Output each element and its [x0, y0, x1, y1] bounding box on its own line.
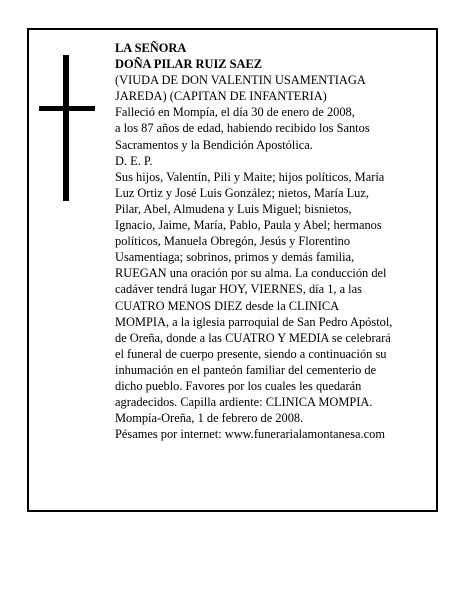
body-line: inhumación en el panteón familiar del cementerio de: [115, 362, 377, 377]
body-line: el funeral de cuerpo presente, siendo a continuación su: [115, 346, 387, 361]
deceased-name: DOÑA PILAR RUIZ SAEZ: [115, 57, 262, 72]
body-line: de Oreña, donde a las CUATRO Y MEDIA se celebrará: [115, 330, 391, 345]
body-line: Sus hijos, Valentín, Pili y Maite; hijos políticos, María: [115, 169, 385, 184]
date-line: Mompía-Oreña, 1 de febrero de 2008.: [115, 411, 304, 426]
condolences-line: Pésames por internet: www.funerarialamontanesa.com: [115, 427, 385, 442]
death-line: Falleció en Mompía, el día 30 de enero de 2008,: [115, 105, 355, 120]
family-and-service-details: [115, 169, 433, 443]
body-line: Pilar, Abel, Almudena y Luis Miguel; bisnietos,: [115, 201, 352, 216]
cross-vertical-bar: [63, 55, 69, 201]
body-line: Usamentiaga; sobrinos, primos y demás familia,: [115, 250, 355, 265]
body-line: Ignacio, Jaime, María, Pablo, Paula y Abel; hermanos: [115, 218, 382, 233]
subtitle-line-1: (VIUDA DE DON VALENTIN USAMENTIAGA: [115, 73, 366, 88]
death-details: [115, 104, 433, 152]
obituary-notice: [27, 28, 438, 512]
obituary-text: [115, 40, 433, 442]
body-line: cadáver tendrá lugar HOY, VIERNES, día 1, a las: [115, 282, 362, 297]
body-line: CUATRO MENOS DIEZ desde la CLINICA: [115, 298, 340, 313]
death-line: Sacramentos y la Bendición Apostólica.: [115, 137, 313, 152]
body-line: políticos, Manuela Obregón, Jesús y Florentino: [115, 234, 351, 249]
body-line: MOMPIA, a la iglesia parroquial de San Pedro Apóstol,: [115, 314, 393, 329]
notice-title: LA SEÑORA: [115, 41, 187, 55]
dep-text: D. E. P.: [115, 153, 153, 168]
body-line: Luz Ortiz y José Luis González; nietos, María Luz,: [115, 185, 369, 200]
subtitle-line-2: JAREDA) (CAPITAN DE INFANTERIA): [115, 89, 327, 104]
cross-horizontal-bar: [39, 106, 95, 111]
body-line: RUEGAN una oración por su alma. La conducción del: [115, 266, 387, 281]
death-line: a los 87 años de edad, habiendo recibido los Santos: [115, 121, 370, 136]
body-line: agradecidos. Capilla ardiente: CLINICA MOMPIA.: [115, 395, 373, 410]
body-line: dicho pueblo. Favores por los cuales les quedarán: [115, 378, 362, 393]
cross-icon: [39, 55, 95, 201]
